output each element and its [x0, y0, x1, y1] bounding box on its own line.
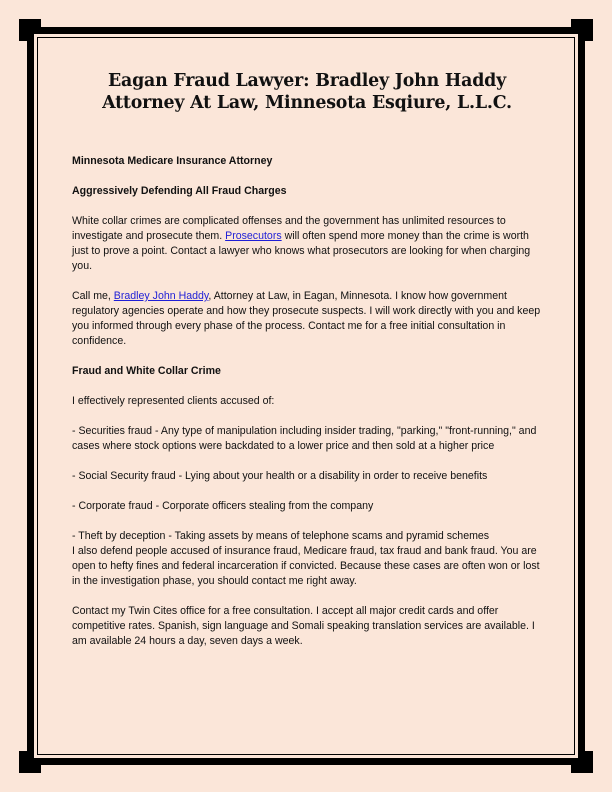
- paragraph-contact: Contact my Twin Cites office for a free consultation. I accept all major credit cards and offer competitive rates. Spanish, sign language and Somali speaking translation services are available. I am available 24 hours a day, seven days a week.: [72, 605, 535, 647]
- paragraph-call-me: [72, 289, 542, 349]
- bradley-john-haddy-link[interactable]: Bradley John Haddy: [113, 290, 209, 302]
- paragraph-text: , Attorney at Law, in Eagan, Minnesota. I know how government regulatory agencies operate and how they prosecute suspects. I will work directly with you and keep you informed through every phase of the process. Contact me for a free initial consultation in confidence.: [72, 290, 541, 347]
- list-item-securities-fraud: - Securities fraud - Any type of manipulation including insider trading, "parking," "front-running," and cases where stock options were backdated to a lower price and then sold at a higher price: [72, 425, 537, 452]
- corner-ornament-top-left: [19, 19, 27, 41]
- list-item-corporate-fraud: - Corporate fraud - Corporate officers stealing from the company: [72, 500, 374, 512]
- paragraph-intro: I effectively represented clients accused of:: [72, 395, 275, 407]
- corner-ornament-bottom-left: [19, 751, 27, 773]
- prosecutors-link[interactable]: Prosecutors: [225, 230, 282, 242]
- paragraph-white-collar: [72, 214, 542, 274]
- subheading-defending: Aggressively Defending All Fraud Charges: [72, 185, 287, 197]
- paragraph-text: White collar crimes are complicated offenses and the government has unlimited resources to investigate and prosecute them.: [72, 215, 506, 242]
- list-item-social-security-fraud: - Social Security fraud - Lying about your health or a disability in order to receive benefits: [72, 470, 488, 482]
- document-body: [72, 70, 542, 664]
- paragraph-text: will often spend more money than the crime is worth just to prove a point. Contact a lawyer who knows what prosecutors are looking for when charging you.: [72, 230, 531, 272]
- subheading-medicare: Minnesota Medicare Insurance Attorney: [72, 155, 273, 167]
- corner-ornament-top-right: [585, 19, 593, 41]
- corner-ornament-bottom-right: [585, 751, 593, 773]
- document-title: Eagan Fraud Lawyer: Bradley John Haddy Attorney At Law, Minnesota Esqiure, L.L.C.: [102, 71, 512, 113]
- subheading-fraud-white-collar: Fraud and White Collar Crime: [72, 365, 221, 377]
- paragraph-also-defend: I also defend people accused of insurance fraud, Medicare fraud, tax fraud and bank fraud. You are open to hefty fines and federal incarceration if convicted. Because these cases are often won or lost in the investigation phase, you should contact me right away.: [72, 545, 540, 587]
- list-item-theft-by-deception: - Theft by deception - Taking assets by means of telephone scams and pyramid schemes: [72, 530, 490, 542]
- paragraph-text: Call me,: [72, 290, 114, 302]
